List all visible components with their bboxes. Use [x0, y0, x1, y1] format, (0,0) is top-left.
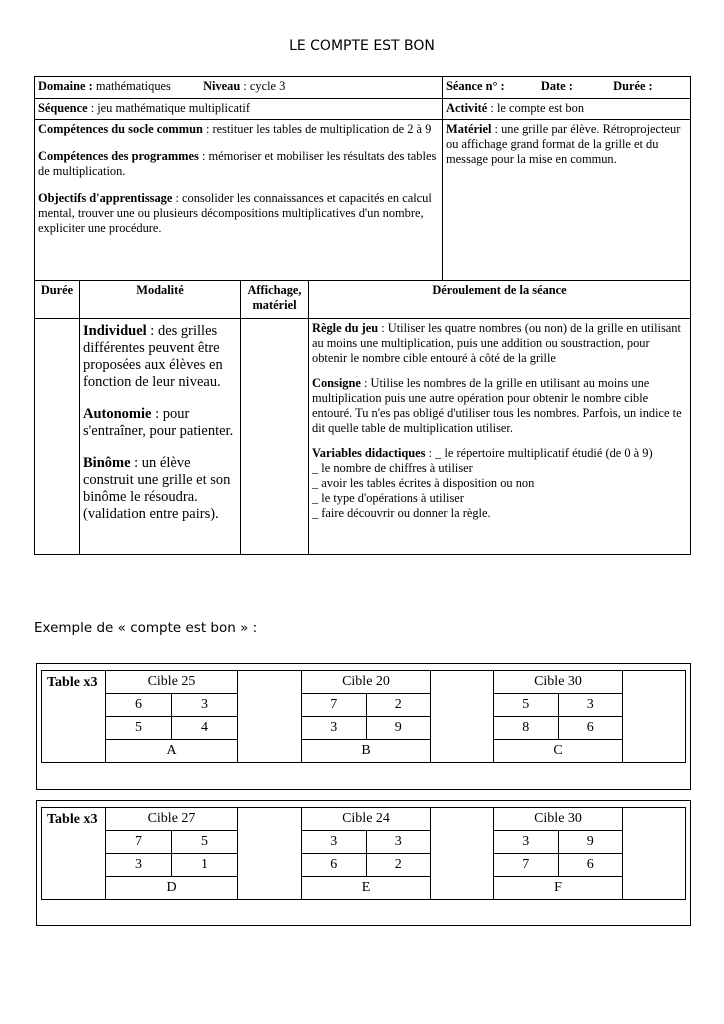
grid-number: 2 — [366, 694, 431, 717]
grid-number: 4 — [172, 717, 238, 740]
variables-item: _ le type d'opérations à utiliser — [312, 491, 464, 505]
duree-cell — [35, 319, 80, 555]
grid-number: 8 — [494, 717, 559, 740]
domaine-value: mathématiques — [95, 79, 171, 93]
target-number: Cible 30 — [494, 808, 623, 831]
grid-f — [493, 807, 623, 900]
target-number: Cible 25 — [106, 671, 238, 694]
activite-cell — [443, 99, 691, 120]
grid-b — [301, 670, 431, 763]
sequence-cell — [35, 99, 443, 120]
individuel-label: Individuel — [83, 323, 147, 339]
grid-number: 1 — [172, 854, 238, 877]
grid-number: 5 — [494, 694, 559, 717]
header-row — [35, 77, 691, 99]
grid-number: 6 — [558, 854, 623, 877]
objectifs-label: Objectifs d'apprentissage — [38, 191, 173, 205]
columns-header-row — [35, 281, 691, 319]
duree-label: Durée : — [613, 79, 653, 93]
domaine-cell — [35, 77, 443, 99]
sequence-value: : jeu mathématique multiplicatif — [90, 101, 250, 115]
regle — [312, 321, 687, 366]
grid-number: 3 — [106, 854, 172, 877]
grid-number: 6 — [106, 694, 172, 717]
affichage-cell — [241, 319, 309, 555]
modalite-cell — [80, 319, 241, 555]
variables-label: Variables didactiques — [312, 446, 426, 460]
grid-number: 5 — [172, 831, 238, 854]
grid-d — [105, 807, 238, 900]
consigne-label: Consigne — [312, 376, 361, 390]
variables — [312, 446, 687, 461]
materiel-cell — [443, 120, 691, 281]
grid-number: 9 — [366, 717, 431, 740]
exercise-frame-2 — [36, 800, 691, 926]
objectifs-value: : consolider les connaissances et capacités en calcul mental, trouver une ou plusieurs décompositions multiplicatives d'un nombre, expliciter une procédure. — [38, 191, 432, 235]
competences-cell — [35, 120, 443, 281]
consigne — [312, 376, 687, 436]
comp-socle-label: Compétences du socle commun — [38, 122, 203, 136]
exercise-row-1 — [41, 670, 686, 763]
competences-row — [35, 120, 691, 281]
regle-label: Règle du jeu — [312, 321, 379, 335]
individuel — [83, 323, 237, 391]
binome-value: : un élève construit une grille et son binôme le résoudra. (validation entre pairs). — [83, 455, 231, 522]
comp-socle-value: : restituer les tables de multiplication de 2 à 9 — [205, 122, 432, 136]
page-title: LE COMPTE EST BON — [289, 38, 435, 54]
date-label: Date : — [540, 79, 573, 93]
target-number: Cible 20 — [302, 671, 431, 694]
exercise-row-2 — [41, 807, 686, 900]
grid-e — [301, 807, 431, 900]
sequence-label: Séquence — [38, 101, 88, 115]
grid-letter: A — [106, 740, 238, 763]
exercise-frame-1 — [36, 663, 691, 790]
autonomie — [83, 406, 237, 440]
niveau-value: : cycle 3 — [243, 79, 286, 93]
binome-label: Binôme — [83, 455, 131, 471]
sequence-row — [35, 99, 691, 120]
target-number: Cible 30 — [494, 671, 623, 694]
grid-a — [105, 670, 238, 763]
col-duree: Durée — [35, 281, 80, 319]
comp-prog-value: : mémoriser et mobiliser les résultats des tables de multiplication. — [38, 149, 437, 178]
grid-number: 3 — [558, 694, 623, 717]
grid-number: 2 — [366, 854, 431, 877]
col-modalite: Modalité — [80, 281, 241, 319]
binome — [83, 455, 237, 523]
content-row — [35, 319, 691, 555]
grid-letter: F — [494, 877, 623, 900]
seance-cell — [443, 77, 691, 99]
grid-letter: B — [302, 740, 431, 763]
domaine-label: Domaine : — [38, 79, 93, 93]
example-title: Exemple de « compte est bon » : — [34, 620, 258, 636]
individuel-value: : des grilles différentes peuvent être proposées aux élèves en fonction de leur niveau. — [83, 323, 223, 390]
grid-letter: C — [494, 740, 623, 763]
table-label: Table x3 — [47, 812, 98, 827]
seance-label: Séance n° : — [446, 79, 505, 93]
target-number: Cible 24 — [302, 808, 431, 831]
grid-letter: E — [302, 877, 431, 900]
grid-number: 9 — [558, 831, 623, 854]
niveau-label: Niveau — [203, 79, 241, 93]
variables-item: _ le nombre de chiffres à utiliser — [312, 461, 473, 475]
regle-value: : Utiliser les quatre nombres (ou non) de la grille en utilisant au moins une multiplication, puis une addition ou soustraction, pour obtenir le nombre cible entouré à côté de la grille — [312, 321, 681, 365]
grid-number: 3 — [172, 694, 238, 717]
consigne-value: : Utilise les nombres de la grille en utilisant au moins une multiplication puis une autre opération pour obtenir le nombre cible entouré. Tu n'es pas obligé d'utiliser tous les nombres. Parfois, un indice te dit quelle table de multiplication utiliser. — [312, 376, 682, 435]
comp-prog-label: Compétences des programmes — [38, 149, 199, 163]
grid-c — [493, 670, 623, 763]
grid-number: 3 — [302, 717, 367, 740]
grid-number: 5 — [106, 717, 172, 740]
grid-number: 3 — [494, 831, 559, 854]
grid-number: 6 — [302, 854, 367, 877]
grid-number: 3 — [366, 831, 431, 854]
deroulement-cell — [309, 319, 691, 555]
grid-number: 7 — [302, 694, 367, 717]
grid-number: 3 — [302, 831, 367, 854]
materiel-value: : une grille par élève. Rétroprojecteur ou affichage grand format de la grille et du message pour la mise en commun. — [446, 122, 681, 166]
col-deroulement: Déroulement de la séance — [309, 281, 691, 319]
grid-letter: D — [106, 877, 238, 900]
objectifs — [38, 191, 439, 236]
activite-label: Activité — [446, 101, 488, 115]
grid-number: 7 — [106, 831, 172, 854]
comp-prog — [38, 149, 439, 179]
materiel-label: Matériel — [446, 122, 492, 136]
variables-item: _ faire découvrir ou donner la règle. — [312, 506, 491, 520]
autonomie-value: : pour s'entraîner, pour patienter. — [83, 406, 234, 439]
comp-socle — [38, 122, 439, 137]
target-number: Cible 27 — [106, 808, 238, 831]
grid-number: 6 — [558, 717, 623, 740]
col-affichage: Affichage, matériel — [241, 281, 309, 319]
variables-item: _ avoir les tables écrites à disposition ou non — [312, 476, 535, 490]
lesson-sheet — [34, 76, 691, 555]
variables-value: : _ le répertoire multiplicatif étudié (de 0 à 9) — [428, 446, 653, 460]
activite-value: : le compte est bon — [490, 101, 585, 115]
table-label: Table x3 — [47, 675, 98, 690]
autonomie-label: Autonomie — [83, 406, 152, 422]
grid-number: 7 — [494, 854, 559, 877]
